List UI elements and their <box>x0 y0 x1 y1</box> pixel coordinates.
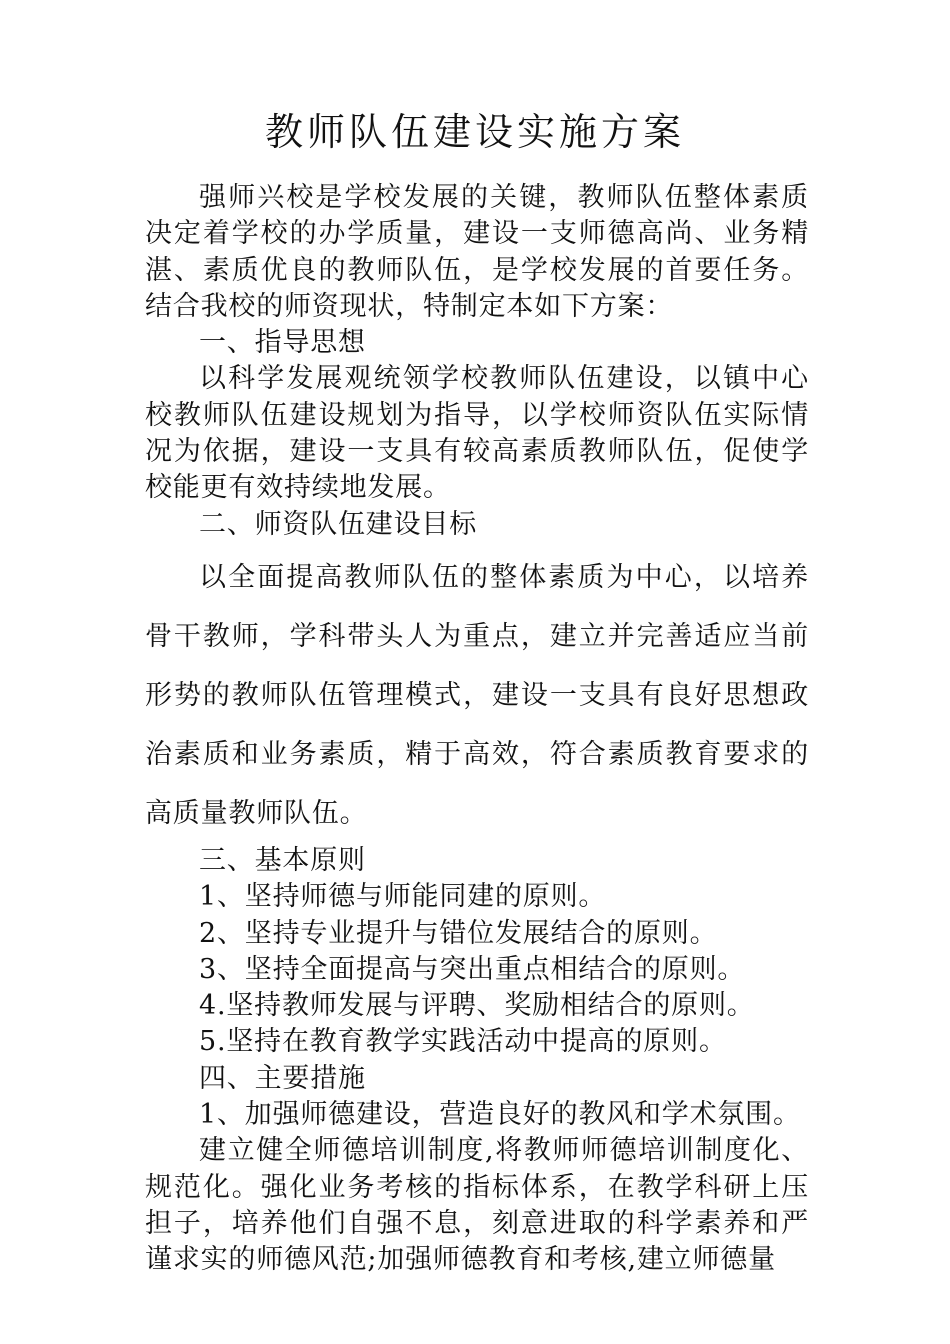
section-heading-goals: 二、师资队伍建设目标 <box>199 508 477 540</box>
section-paragraph-goals: 以全面提高教师队伍的整体素质为中心，以培养骨干教师，学科带头人为重点，建立并完善适应当前形势的教师队伍管理模式，建设一支具有良好思想政治素质和业务素质，精于高效，符合素质教育要求的高质量教师队伍。 <box>145 561 809 829</box>
document-title: 教师队伍建设实施方案 <box>264 110 685 154</box>
intro-paragraph: 强师兴校是学校发展的关键，教师队伍整体素质决定着学校的办学质量，建设一支师德高尚、业务精湛、素质优良的教师队伍，是学校发展的首要任务。结合我校的师资现状，特制定本如下方案： <box>145 182 809 322</box>
principle-item: 2、坚持专业提升与错位发展结合的原则。 <box>199 917 718 949</box>
principle-item: 4.坚持教师发展与评聘、奖励相结合的原则。 <box>199 990 755 1022</box>
principle-item: 5.坚持在教育教学实践活动中提高的原则。 <box>199 1026 727 1058</box>
principle-item: 3、坚持全面提高与突出重点相结合的原则。 <box>199 953 746 985</box>
section-heading-principles: 三、基本原则 <box>199 844 366 876</box>
section-heading-guiding-ideology: 一、指导思想 <box>199 327 366 359</box>
section-heading-measures: 四、主要措施 <box>199 1062 366 1094</box>
section-paragraph-guiding-ideology: 以科学发展观统领学校教师队伍建设，以镇中心校教师队伍建设规划为指导，以学校师资队伍实际情况为依据，建设一支具有较高素质教师队伍，促使学校能更有效持续地发展。 <box>145 363 809 504</box>
principle-item: 1、坚持师德与师能同建的原则。 <box>199 881 607 913</box>
document-body <box>145 180 809 1279</box>
measure-item: 1、加强师德建设，营造良好的教风和学术氛围。 <box>199 1099 801 1131</box>
section-paragraph-measures: 建立健全师德培训制度,将教师师德培训制度化、规范化。强化业务考核的指标体系，在教学科研上压担子，培养他们自强不息，刻意进取的科学素养和严谨求实的师德风范;加强师德教育和考核,建立师德量 <box>145 1135 809 1276</box>
